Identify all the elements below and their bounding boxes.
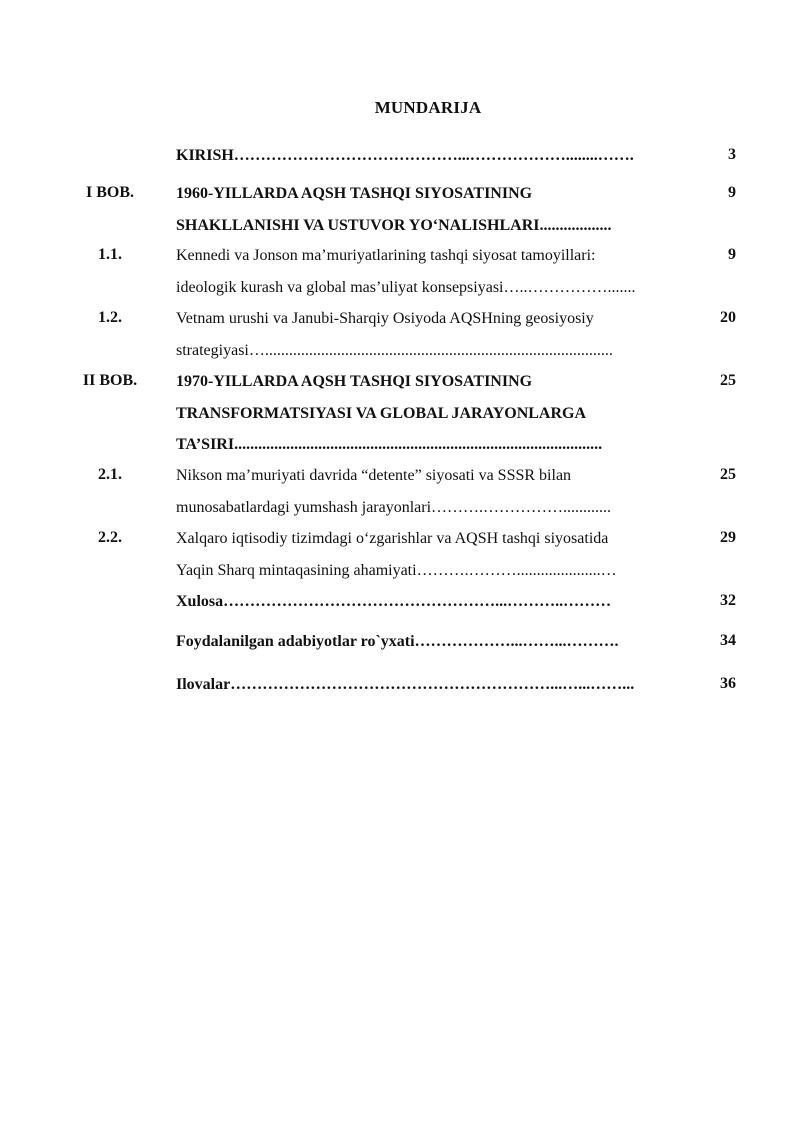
toc-entry-text xyxy=(176,140,701,172)
toc-entry-line: Xulosa……………………………………………...………..……… xyxy=(176,593,612,610)
toc-page-number: 34 xyxy=(720,632,736,649)
toc-page-number: 32 xyxy=(720,592,736,609)
toc-entry-line: Vetnam urushi va Janubi-Sharqiy Osiyoda AQSHning geosiyosiy xyxy=(176,310,594,327)
toc-entry-text xyxy=(176,303,701,366)
toc-entry-text xyxy=(176,178,701,241)
toc-entry-line: Kennedi va Jonson ma’muriyatlarining tashqi siyosat tamoyillari: xyxy=(176,247,596,264)
toc-entry-line: Yaqin Sharq mintaqasining ahamiyati……….……….....................… xyxy=(176,561,617,579)
toc-entry-line: 1960-YILLARDA AQSH TASHQI SIYOSATINING xyxy=(176,185,533,202)
toc-entry-number: 1.2. xyxy=(98,309,122,326)
toc-entry-line: 1970-YILLARDA AQSH TASHQI SIYOSATINING xyxy=(176,373,533,390)
toc-entry-line: Xalqaro iqtisodiy tizimdagi o‘zgarishlar va AQSH tashqi siyosatida xyxy=(176,530,609,547)
toc-entry-text xyxy=(176,460,701,523)
toc-entry-text xyxy=(176,523,701,586)
toc-entry-text xyxy=(176,366,701,461)
toc-entry-text xyxy=(176,240,701,303)
toc-entry-line: Foydalanilgan adabiyotlar ro`yxati………………...……...………. xyxy=(176,633,619,650)
toc-entry-number: 2.1. xyxy=(98,466,122,483)
toc-entry-number: II BOB. xyxy=(82,372,138,389)
toc-page-number: 36 xyxy=(720,675,736,692)
toc-entry-line: strategiyasi…....................................................................................... xyxy=(176,341,613,359)
toc-entry-line: SHAKLLANISHI VA USTUVOR YO‘NALISHLARI.................. xyxy=(176,216,612,234)
toc-entry-line: KIRISH……………………………………...………………........……. xyxy=(176,147,634,164)
toc-page-number: 29 xyxy=(720,529,736,546)
toc-entry-number: I BOB. xyxy=(85,184,134,201)
toc-entry-line: TA’SIRI............................................................................................ xyxy=(176,436,603,453)
page-title: MUNDARIJA xyxy=(374,98,482,117)
toc-entry-number: 1.1. xyxy=(98,246,122,263)
toc-entry-text xyxy=(176,669,701,701)
toc-page-number: 25 xyxy=(720,466,736,483)
toc-entry-text xyxy=(176,626,701,658)
toc-entry-line: Nikson ma’muriyati davrida “detente” siyosati va SSSR bilan xyxy=(176,467,572,484)
toc-page-number: 9 xyxy=(728,184,736,201)
toc-page-number: 9 xyxy=(728,246,736,263)
toc-entry-line: TRANSFORMATSIYASI VA GLOBAL JARAYONLARGA xyxy=(176,404,587,422)
toc-entry-line: ideologik kurash va global mas’uliyat konsepsiyasi…..……………....... xyxy=(176,278,636,296)
toc-entry-line: Ilovalar……………………………………………………...…...……... xyxy=(176,676,635,693)
toc-entry-text xyxy=(176,586,701,618)
toc-page-number: 3 xyxy=(728,146,736,163)
toc-entry-line: munosabatlardagi yumshash jarayonlari……….……………............ xyxy=(176,498,612,516)
toc-entry-number: 2.2. xyxy=(98,529,122,546)
toc-page-number: 25 xyxy=(720,372,736,389)
toc-page-number: 20 xyxy=(720,309,736,326)
